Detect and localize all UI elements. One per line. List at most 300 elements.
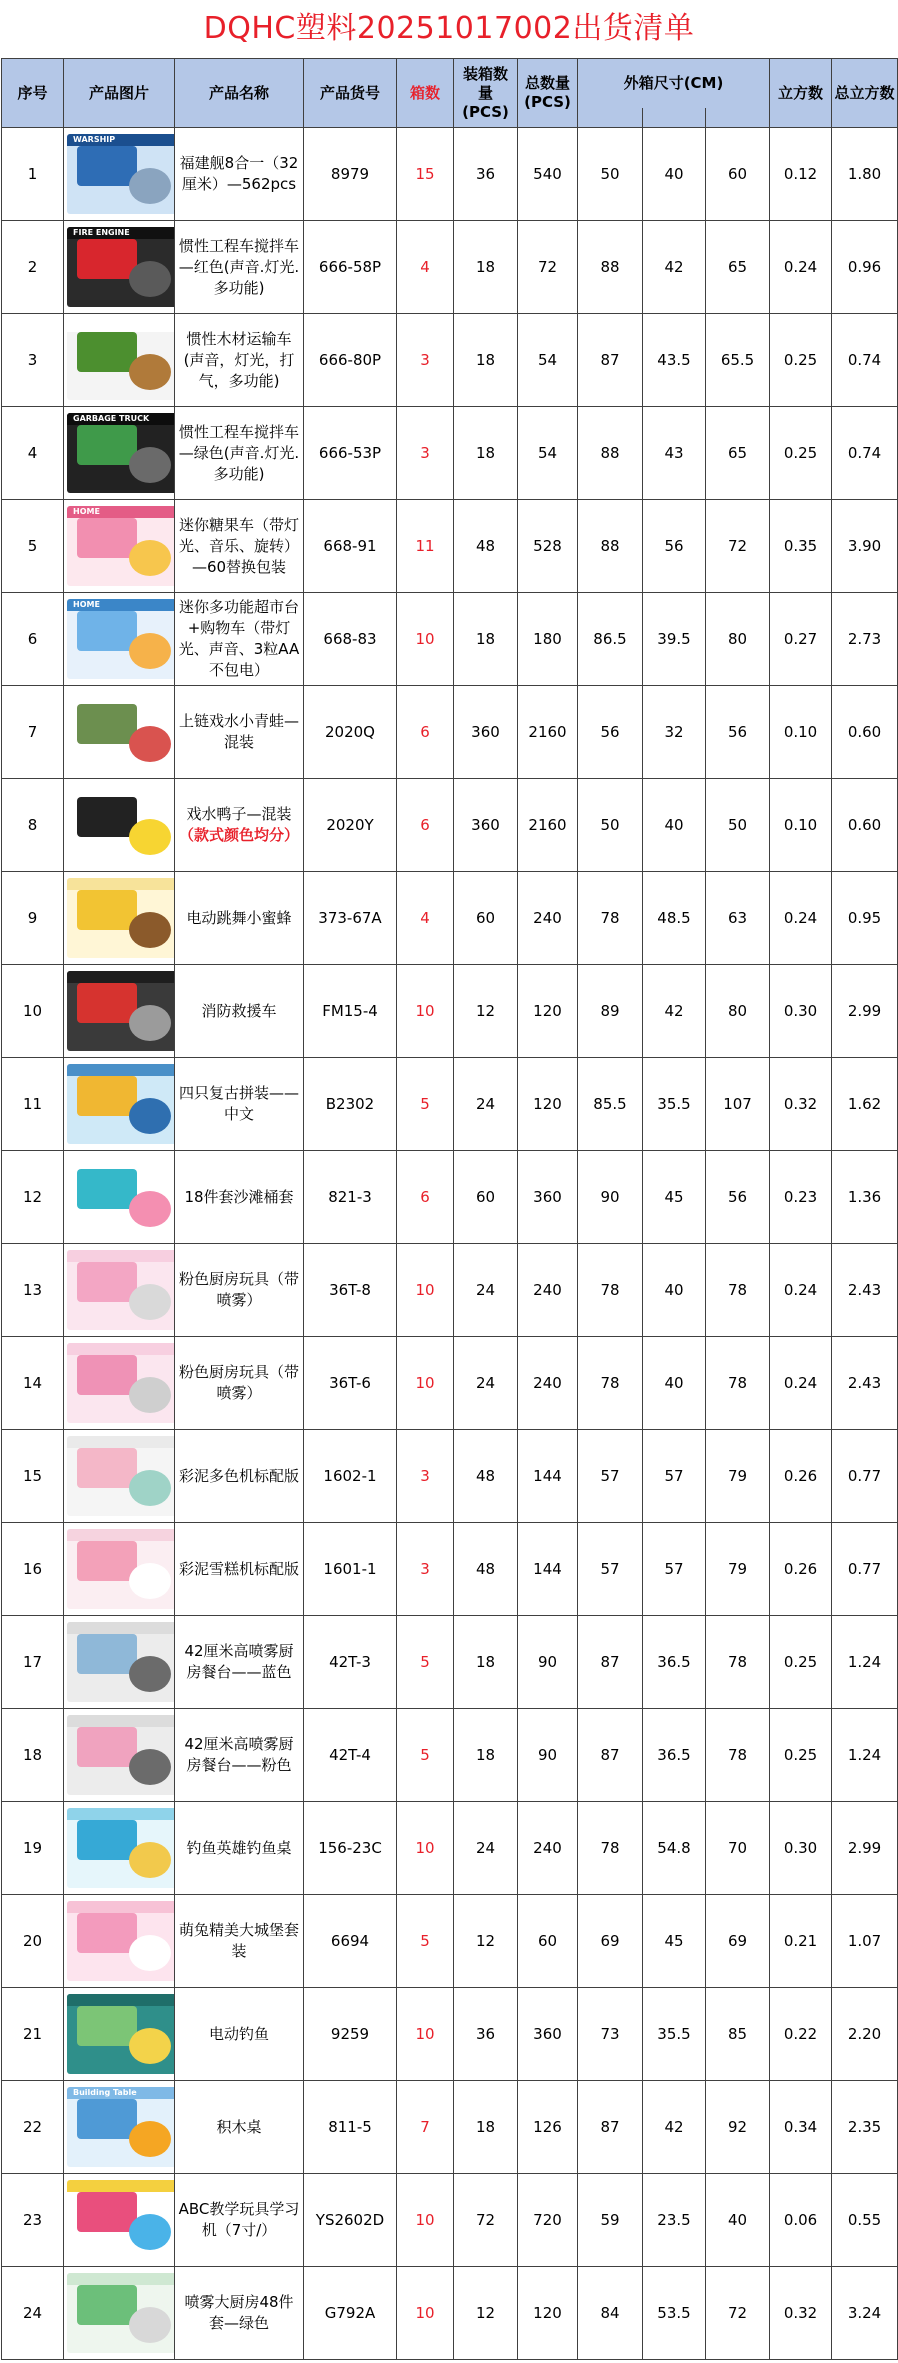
total-qty: 180 <box>518 593 578 686</box>
product-code: G792A <box>304 2267 397 2360</box>
total-cbm: 1.36 <box>832 1151 898 1244</box>
dim-height: 65.5 <box>706 314 770 407</box>
product-image-cell <box>64 1523 175 1616</box>
total-qty: 360 <box>518 1988 578 2081</box>
box-count: 3 <box>397 314 454 407</box>
dim-length: 85.5 <box>578 1058 643 1151</box>
dim-width: 35.5 <box>643 1988 706 2081</box>
total-cbm: 0.74 <box>832 407 898 500</box>
product-name-cell <box>175 779 304 872</box>
product-name: 钓鱼英雄钓鱼桌 <box>175 1802 304 1895</box>
per-box-qty: 24 <box>454 1244 518 1337</box>
product-image <box>67 1808 175 1888</box>
product-image <box>67 227 175 307</box>
seq-cell: 6 <box>2 593 64 686</box>
dim-height: 72 <box>706 500 770 593</box>
dim-length: 89 <box>578 965 643 1058</box>
product-code: 36T-6 <box>304 1337 397 1430</box>
product-code: 2020Q <box>304 686 397 779</box>
table-row <box>2 1709 898 1802</box>
per-box-qty: 60 <box>454 1151 518 1244</box>
header-seq: 序号 <box>2 59 64 128</box>
dim-length: 69 <box>578 1895 643 1988</box>
product-name: 惯性工程车搅拌车—红色(声音.灯光.多功能) <box>175 221 304 314</box>
total-qty: 720 <box>518 2174 578 2267</box>
product-shape <box>77 425 137 465</box>
header-total-cbm: 总立方数 <box>832 59 898 128</box>
total-qty: 240 <box>518 872 578 965</box>
product-code: 666-58P <box>304 221 397 314</box>
product-code: 42T-3 <box>304 1616 397 1709</box>
header-dims-l <box>578 108 643 128</box>
total-cbm: 0.96 <box>832 221 898 314</box>
product-image-cell <box>64 1988 175 2081</box>
seq-cell: 1 <box>2 128 64 221</box>
header-dims: 外箱尺寸(CM) <box>578 59 770 108</box>
dim-length: 59 <box>578 2174 643 2267</box>
table-row <box>2 314 898 407</box>
box-count: 6 <box>397 779 454 872</box>
table-row <box>2 2081 898 2174</box>
box-count: 3 <box>397 1523 454 1616</box>
product-name: 迷你糖果车（带灯光、音乐、旋转）—60替换包装 <box>175 500 304 593</box>
total-qty: 126 <box>518 2081 578 2174</box>
product-shape <box>77 2192 137 2232</box>
package-band <box>67 1436 175 1448</box>
product-accent <box>129 1470 171 1506</box>
seq-cell: 13 <box>2 1244 64 1337</box>
table-row <box>2 686 898 779</box>
product-image <box>67 1436 175 1516</box>
cbm: 0.25 <box>770 407 832 500</box>
header-dims-h <box>706 108 770 128</box>
total-cbm: 2.43 <box>832 1337 898 1430</box>
seq-cell: 15 <box>2 1430 64 1523</box>
product-shape <box>77 2006 137 2046</box>
cbm: 0.25 <box>770 1616 832 1709</box>
product-accent <box>129 819 171 855</box>
product-shape <box>77 332 137 372</box>
product-image <box>67 413 175 493</box>
per-box-qty: 72 <box>454 2174 518 2267</box>
product-name: 18件套沙滩桶套 <box>175 1151 304 1244</box>
product-accent <box>129 1098 171 1134</box>
product-code: 821-3 <box>304 1151 397 1244</box>
product-code: 42T-4 <box>304 1709 397 1802</box>
product-name: 电动跳舞小蜜蜂 <box>175 872 304 965</box>
product-shape <box>77 704 137 744</box>
product-shape <box>77 1634 137 1674</box>
dim-height: 50 <box>706 779 770 872</box>
product-image-cell <box>64 128 175 221</box>
dim-width: 40 <box>643 1244 706 1337</box>
product-code: 668-83 <box>304 593 397 686</box>
seq-cell: 22 <box>2 2081 64 2174</box>
per-box-qty: 60 <box>454 872 518 965</box>
total-cbm: 2.20 <box>832 1988 898 2081</box>
product-name: 42厘米高喷雾厨房餐台——粉色 <box>175 1709 304 1802</box>
package-band <box>67 785 175 797</box>
box-count: 10 <box>397 1337 454 1430</box>
total-qty: 120 <box>518 965 578 1058</box>
product-image <box>67 2180 175 2260</box>
dim-height: 78 <box>706 1244 770 1337</box>
per-box-qty: 18 <box>454 593 518 686</box>
table-row <box>2 1802 898 1895</box>
package-band <box>67 2273 175 2285</box>
dim-width: 42 <box>643 2081 706 2174</box>
dim-width: 45 <box>643 1151 706 1244</box>
seq-cell: 5 <box>2 500 64 593</box>
product-name: 喷雾大厨房48件套—绿色 <box>175 2267 304 2360</box>
total-cbm: 1.07 <box>832 1895 898 1988</box>
product-name: 惯性工程车搅拌车—绿色(声音.灯光.多功能) <box>175 407 304 500</box>
header-image: 产品图片 <box>64 59 175 128</box>
package-label: HOME <box>73 507 100 516</box>
seq-cell: 17 <box>2 1616 64 1709</box>
dim-height: 79 <box>706 1430 770 1523</box>
box-count: 5 <box>397 1709 454 1802</box>
product-code: 668-91 <box>304 500 397 593</box>
seq-cell: 3 <box>2 314 64 407</box>
total-qty: 240 <box>518 1337 578 1430</box>
box-count: 4 <box>397 221 454 314</box>
document-title: DQHC塑料20251017002出货清单 <box>203 11 695 46</box>
package-band <box>67 1157 175 1169</box>
total-cbm: 1.80 <box>832 128 898 221</box>
product-code: 1602-1 <box>304 1430 397 1523</box>
total-qty: 90 <box>518 1616 578 1709</box>
seq-cell: 18 <box>2 1709 64 1802</box>
product-image <box>67 1901 175 1981</box>
table-row <box>2 1430 898 1523</box>
package-band <box>67 692 175 704</box>
seq-cell: 20 <box>2 1895 64 1988</box>
dim-length: 87 <box>578 1709 643 1802</box>
product-name: 消防救援车 <box>175 965 304 1058</box>
total-cbm: 2.43 <box>832 1244 898 1337</box>
product-accent <box>129 633 171 669</box>
product-shape <box>77 611 137 651</box>
dim-height: 69 <box>706 1895 770 1988</box>
dim-height: 40 <box>706 2174 770 2267</box>
cbm: 0.06 <box>770 2174 832 2267</box>
product-image-cell <box>64 1709 175 1802</box>
box-count: 10 <box>397 2174 454 2267</box>
per-box-qty: 36 <box>454 128 518 221</box>
product-image <box>67 2087 175 2167</box>
cbm: 0.10 <box>770 686 832 779</box>
box-count: 3 <box>397 1430 454 1523</box>
total-qty: 90 <box>518 1709 578 1802</box>
total-qty: 120 <box>518 1058 578 1151</box>
dim-length: 87 <box>578 1616 643 1709</box>
box-count: 10 <box>397 1802 454 1895</box>
package-label: FIRE ENGINE <box>73 228 130 237</box>
package-band <box>67 2180 175 2192</box>
box-count: 10 <box>397 2267 454 2360</box>
product-name: 上链戏水小青蛙—混装 <box>175 686 304 779</box>
total-cbm: 1.24 <box>832 1709 898 1802</box>
dim-width: 57 <box>643 1523 706 1616</box>
total-cbm: 0.77 <box>832 1430 898 1523</box>
dim-width: 40 <box>643 1337 706 1430</box>
product-name: 戏水鸭子—混装 <box>186 805 292 823</box>
package-label: Building Table <box>73 2088 137 2097</box>
seq-cell: 19 <box>2 1802 64 1895</box>
product-image-cell <box>64 1244 175 1337</box>
product-image <box>67 599 175 679</box>
product-code: 666-80P <box>304 314 397 407</box>
product-name: 粉色厨房玩具（带喷雾） <box>175 1244 304 1337</box>
product-accent <box>129 726 171 762</box>
dim-height: 79 <box>706 1523 770 1616</box>
product-accent <box>129 1191 171 1227</box>
per-box-qty: 18 <box>454 314 518 407</box>
product-accent <box>129 1842 171 1878</box>
product-image-cell <box>64 686 175 779</box>
package-band <box>67 1622 175 1634</box>
dim-length: 57 <box>578 1523 643 1616</box>
cbm: 0.10 <box>770 779 832 872</box>
package-band <box>67 878 175 890</box>
per-box-qty: 12 <box>454 2267 518 2360</box>
product-image <box>67 785 175 865</box>
dim-length: 86.5 <box>578 593 643 686</box>
total-cbm: 1.62 <box>832 1058 898 1151</box>
product-accent <box>129 261 171 297</box>
table-row <box>2 2174 898 2267</box>
total-cbm: 3.90 <box>832 500 898 593</box>
dim-width: 54.8 <box>643 1802 706 1895</box>
dim-width: 35.5 <box>643 1058 706 1151</box>
dim-width: 32 <box>643 686 706 779</box>
table-row <box>2 1151 898 1244</box>
product-name: 彩泥多色机标配版 <box>175 1430 304 1523</box>
product-accent <box>129 1284 171 1320</box>
dim-height: 65 <box>706 221 770 314</box>
total-cbm: 0.60 <box>832 779 898 872</box>
total-cbm: 0.55 <box>832 2174 898 2267</box>
dim-width: 40 <box>643 128 706 221</box>
seq-cell: 12 <box>2 1151 64 1244</box>
product-image <box>67 1250 175 1330</box>
dim-height: 56 <box>706 1151 770 1244</box>
table-row <box>2 872 898 965</box>
package-label: HOME <box>73 600 100 609</box>
dim-length: 50 <box>578 128 643 221</box>
seq-cell: 2 <box>2 221 64 314</box>
cbm: 0.21 <box>770 1895 832 1988</box>
table-row <box>2 1616 898 1709</box>
dim-width: 42 <box>643 965 706 1058</box>
seq-cell: 7 <box>2 686 64 779</box>
package-band <box>67 1715 175 1727</box>
product-shape <box>77 1820 137 1860</box>
total-qty: 240 <box>518 1802 578 1895</box>
per-box-qty: 48 <box>454 1430 518 1523</box>
header-total: 总数量(PCS) <box>518 59 578 128</box>
product-shape <box>77 890 137 930</box>
product-accent <box>129 2214 171 2250</box>
product-image <box>67 134 175 214</box>
dim-width: 45 <box>643 1895 706 1988</box>
product-code: 373-67A <box>304 872 397 965</box>
product-image <box>67 506 175 586</box>
box-count: 7 <box>397 2081 454 2174</box>
product-shape <box>77 239 137 279</box>
dim-height: 63 <box>706 872 770 965</box>
cbm: 0.30 <box>770 1802 832 1895</box>
cbm: 0.12 <box>770 128 832 221</box>
product-accent <box>129 2028 171 2064</box>
product-image-cell <box>64 965 175 1058</box>
dim-width: 39.5 <box>643 593 706 686</box>
seq-cell: 16 <box>2 1523 64 1616</box>
dim-length: 88 <box>578 500 643 593</box>
header-name: 产品名称 <box>175 59 304 128</box>
cbm: 0.25 <box>770 314 832 407</box>
product-accent <box>129 354 171 390</box>
package-band <box>67 1529 175 1541</box>
product-image-cell <box>64 1337 175 1430</box>
dim-height: 80 <box>706 593 770 686</box>
dim-width: 53.5 <box>643 2267 706 2360</box>
dim-height: 78 <box>706 1709 770 1802</box>
cbm: 0.30 <box>770 965 832 1058</box>
total-cbm: 2.73 <box>832 593 898 686</box>
dim-length: 87 <box>578 314 643 407</box>
table-row <box>2 1895 898 1988</box>
cbm: 0.23 <box>770 1151 832 1244</box>
per-box-qty: 24 <box>454 1337 518 1430</box>
cbm: 0.22 <box>770 1988 832 2081</box>
total-qty: 540 <box>518 128 578 221</box>
product-code: FM15-4 <box>304 965 397 1058</box>
product-shape <box>77 518 137 558</box>
per-box-qty: 24 <box>454 1802 518 1895</box>
cbm: 0.32 <box>770 1058 832 1151</box>
per-box-qty: 18 <box>454 1616 518 1709</box>
dim-length: 78 <box>578 1802 643 1895</box>
cbm: 0.27 <box>770 593 832 686</box>
product-name: 福建舰8合一（32厘米）—562pcs <box>175 128 304 221</box>
package-band <box>67 1064 175 1076</box>
total-cbm: 0.95 <box>832 872 898 965</box>
product-name-note: （款式颜色均分） <box>178 826 299 844</box>
total-qty: 54 <box>518 314 578 407</box>
product-image-cell <box>64 2081 175 2174</box>
box-count: 5 <box>397 1616 454 1709</box>
per-box-qty: 12 <box>454 1895 518 1988</box>
seq-cell: 23 <box>2 2174 64 2267</box>
product-accent <box>129 912 171 948</box>
product-name: 惯性木材运输车(声音，灯光，打气，多功能) <box>175 314 304 407</box>
dim-height: 72 <box>706 2267 770 2360</box>
dim-width: 40 <box>643 779 706 872</box>
package-band <box>67 1901 175 1913</box>
product-code: 811-5 <box>304 2081 397 2174</box>
seq-cell: 14 <box>2 1337 64 1430</box>
table-row <box>2 779 898 872</box>
total-cbm: 3.24 <box>832 2267 898 2360</box>
dim-height: 80 <box>706 965 770 1058</box>
table-row <box>2 500 898 593</box>
total-qty: 240 <box>518 1244 578 1337</box>
seq-cell: 21 <box>2 1988 64 2081</box>
dim-width: 43 <box>643 407 706 500</box>
package-band <box>67 320 175 332</box>
per-box-qty: 48 <box>454 1523 518 1616</box>
package-band <box>67 1343 175 1355</box>
product-name: 粉色厨房玩具（带喷雾） <box>175 1337 304 1430</box>
product-image <box>67 1157 175 1237</box>
product-shape <box>77 1448 137 1488</box>
product-shape <box>77 983 137 1023</box>
table-row <box>2 593 898 686</box>
per-box-qty: 24 <box>454 1058 518 1151</box>
product-image <box>67 1622 175 1702</box>
product-code: 666-53P <box>304 407 397 500</box>
shipment-table <box>1 58 898 2360</box>
total-cbm: 0.74 <box>832 314 898 407</box>
dim-width: 43.5 <box>643 314 706 407</box>
total-cbm: 2.99 <box>832 965 898 1058</box>
product-image-cell <box>64 872 175 965</box>
product-name: 42厘米高喷雾厨房餐台——蓝色 <box>175 1616 304 1709</box>
product-image-cell <box>64 1151 175 1244</box>
dim-length: 56 <box>578 686 643 779</box>
box-count: 11 <box>397 500 454 593</box>
product-shape <box>77 1355 137 1395</box>
seq-cell: 10 <box>2 965 64 1058</box>
box-count: 10 <box>397 965 454 1058</box>
cbm: 0.24 <box>770 1244 832 1337</box>
product-accent <box>129 1377 171 1413</box>
table-row <box>2 1058 898 1151</box>
product-image <box>67 2273 175 2353</box>
total-cbm: 2.99 <box>832 1802 898 1895</box>
table-row <box>2 128 898 221</box>
table-row <box>2 1523 898 1616</box>
product-accent <box>129 2307 171 2343</box>
total-cbm: 1.24 <box>832 1616 898 1709</box>
box-count: 15 <box>397 128 454 221</box>
dim-height: 56 <box>706 686 770 779</box>
product-code: 8979 <box>304 128 397 221</box>
cbm: 0.34 <box>770 2081 832 2174</box>
product-name: 电动钓鱼 <box>175 1988 304 2081</box>
product-image <box>67 1994 175 2074</box>
dim-length: 78 <box>578 1244 643 1337</box>
dim-height: 78 <box>706 1337 770 1430</box>
dim-width: 48.5 <box>643 872 706 965</box>
total-qty: 144 <box>518 1430 578 1523</box>
dim-length: 88 <box>578 407 643 500</box>
table-row <box>2 221 898 314</box>
product-code: 156-23C <box>304 1802 397 1895</box>
total-qty: 528 <box>518 500 578 593</box>
header-code: 产品货号 <box>304 59 397 128</box>
product-name: 萌兔精美大城堡套装 <box>175 1895 304 1988</box>
package-band <box>67 971 175 983</box>
product-accent <box>129 1935 171 1971</box>
product-image <box>67 692 175 772</box>
per-box-qty: 12 <box>454 965 518 1058</box>
per-box-qty: 360 <box>454 686 518 779</box>
seq-cell: 4 <box>2 407 64 500</box>
total-qty: 120 <box>518 2267 578 2360</box>
